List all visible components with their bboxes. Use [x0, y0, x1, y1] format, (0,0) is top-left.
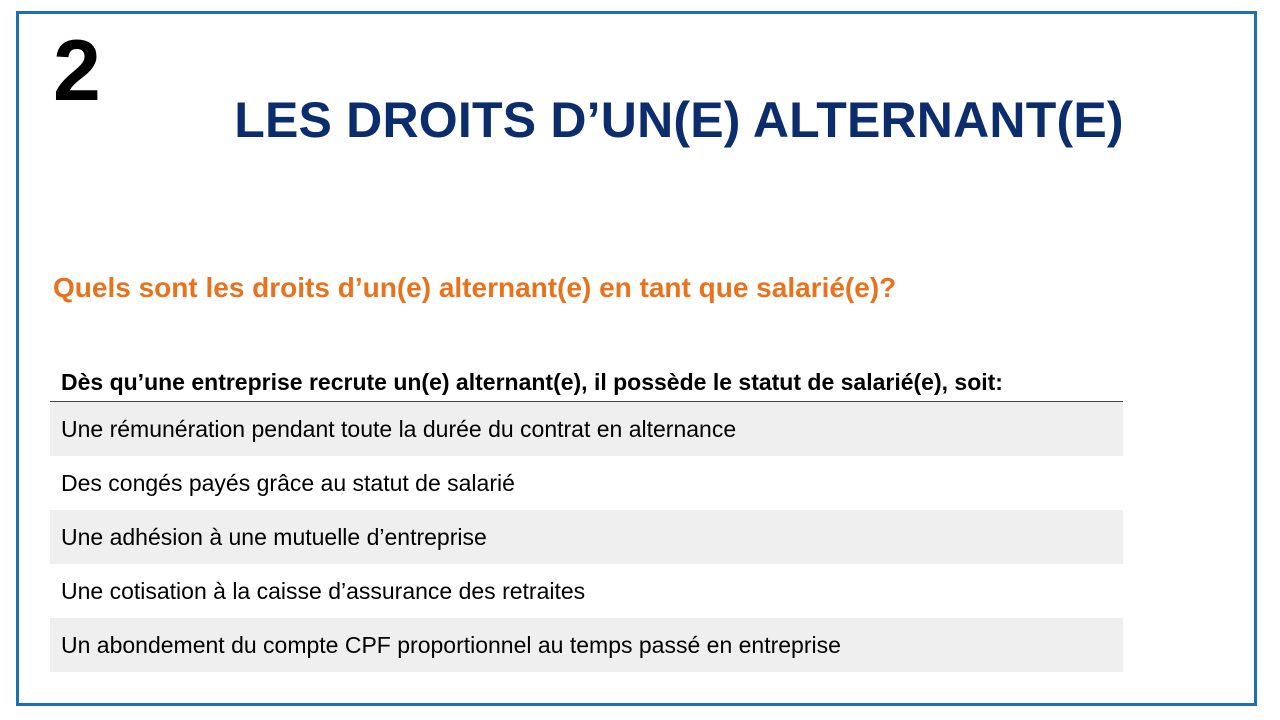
table-row — [50, 564, 1123, 618]
slide-frame — [16, 11, 1257, 706]
section-question: Quels sont les droits d’un(e) alternant(e) en tant que salarié(e)? — [53, 272, 897, 303]
slide-title: LES DROITS D’UN(E) ALTERNANT(E) — [234, 92, 1124, 148]
table-cell: Des congés payés grâce au statut de salarié — [61, 469, 515, 496]
table-row — [50, 402, 1123, 457]
table-header: Dès qu’une entreprise recrute un(e) alternant(e), il possède le statut de salarié(e), soit: — [50, 363, 1123, 402]
table-row — [50, 618, 1123, 672]
table-row — [50, 456, 1123, 510]
rights-table — [50, 363, 1123, 672]
table-cell: Un abondement du compte CPF proportionnel au temps passé en entreprise — [50, 618, 1123, 672]
slide-number: 2 — [53, 23, 101, 119]
table-cell: Une adhésion à une mutuelle d’entreprise — [50, 510, 1123, 564]
table-cell: Une cotisation à la caisse d’assurance des retraites — [61, 577, 586, 604]
table-header-row — [50, 363, 1123, 402]
table-row — [50, 510, 1123, 564]
table-cell: Une rémunération pendant toute la durée du contrat en alternance — [50, 402, 1123, 457]
